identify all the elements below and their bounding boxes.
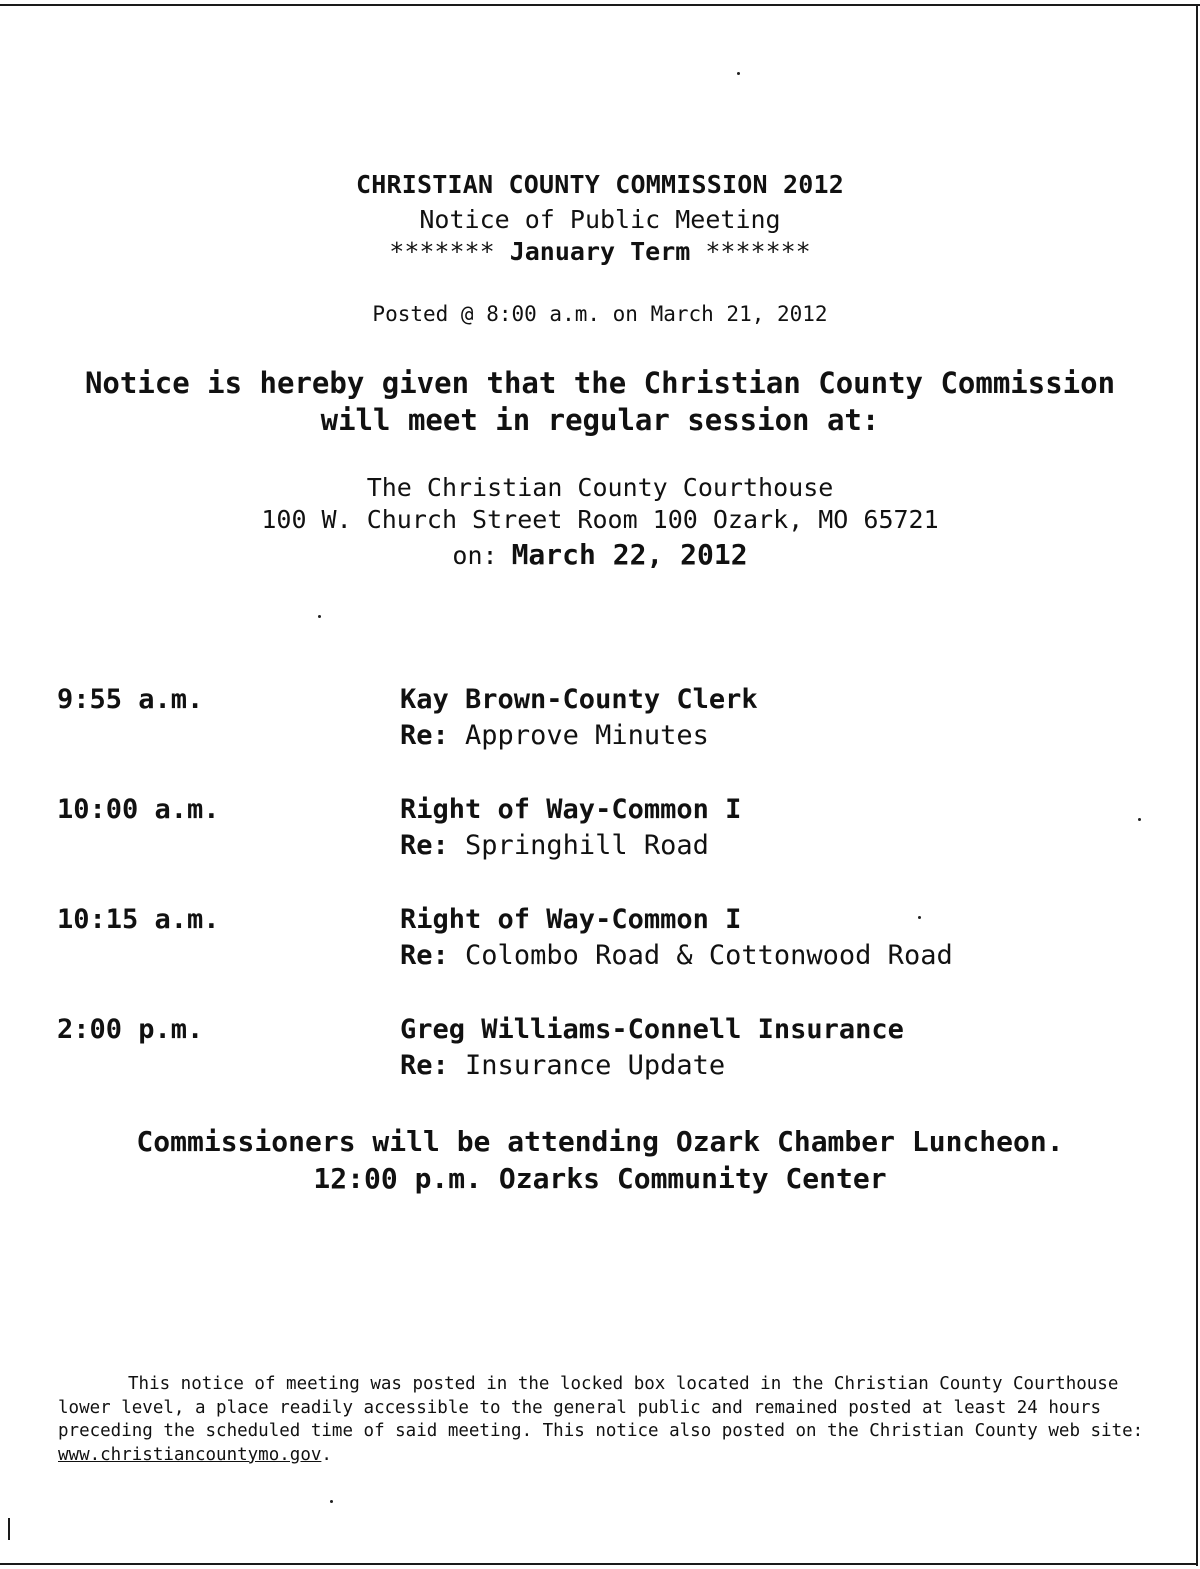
posting-notice-trail: . — [321, 1444, 332, 1465]
agenda-time: 10:15 a.m. — [57, 904, 220, 935]
agenda-topic — [400, 1050, 725, 1081]
on-label: on: — [452, 541, 498, 570]
scan-speck — [330, 1500, 333, 1503]
website-link[interactable]: www.christiancountymo.gov — [58, 1444, 322, 1465]
term-stars-left: ******* — [389, 237, 495, 266]
term-stars-right: ******* — [705, 237, 811, 266]
agenda-presenter: Kay Brown-County Clerk — [400, 684, 758, 715]
attendance-line1: Commissioners will be attending Ozark Chamber Luncheon. — [136, 1125, 1064, 1158]
attendance-line2: 12:00 p.m. Ozarks Community Center — [313, 1162, 887, 1195]
notice-heading-line2: will meet in regular session at: — [320, 403, 880, 437]
agenda-topic — [400, 720, 709, 751]
location-address: 100 W. Church Street Room 100 Ozark, MO 65721 — [261, 505, 939, 534]
document-subtitle: Notice of Public Meeting — [419, 205, 781, 234]
agenda-item — [0, 684, 1200, 764]
scan-speck — [318, 615, 321, 618]
re-label: Re: — [400, 1050, 449, 1081]
agenda-presenter: Right of Way-Common I — [400, 794, 742, 825]
re-label: Re: — [400, 830, 449, 861]
posting-notice-text: This notice of meeting was posted in the locked box located in the Christian County Courthouse lower level, a place readily accessible to the general public and remained posted at least 24 hours preceding the scheduled time of said meeting. This notice also posted on the Christian County web site: — [58, 1374, 1144, 1441]
agenda-time: 9:55 a.m. — [57, 684, 204, 715]
agenda-topic-text: Insurance Update — [465, 1050, 726, 1081]
agenda-topic — [400, 940, 953, 971]
document-title: CHRISTIAN COUNTY COMMISSION 2012 — [355, 170, 845, 199]
scan-mark — [8, 1518, 10, 1540]
agenda-time: 10:00 a.m. — [57, 794, 220, 825]
page-edge-top — [0, 4, 1200, 6]
agenda-time: 2:00 p.m. — [57, 1014, 204, 1045]
posted-timestamp: Posted @ 8:00 a.m. on March 21, 2012 — [372, 302, 828, 326]
meeting-date-line — [0, 538, 1200, 571]
agenda-item — [0, 1014, 1200, 1094]
agenda-topic-text: Approve Minutes — [465, 720, 709, 751]
posting-notice — [58, 1373, 1168, 1467]
re-label: Re: — [400, 720, 449, 751]
term-label: January Term — [509, 237, 691, 266]
meeting-date: March 22, 2012 — [511, 538, 748, 571]
term-line — [0, 237, 1200, 266]
agenda-presenter: Right of Way-Common I — [400, 904, 742, 935]
agenda-topic-text: Colombo Road & Cottonwood Road — [465, 940, 953, 971]
posting-notice-paragraph — [58, 1373, 1168, 1467]
notice-heading-line1: Notice is hereby given that the Christian County Commission — [84, 366, 1116, 400]
page-edge-bottom — [0, 1563, 1198, 1565]
agenda-item — [0, 794, 1200, 874]
location-name: The Christian County Courthouse — [366, 473, 834, 502]
scan-speck — [737, 72, 740, 75]
re-label: Re: — [400, 940, 449, 971]
agenda-topic-text: Springhill Road — [465, 830, 709, 861]
agenda-topic — [400, 830, 709, 861]
agenda-item — [0, 904, 1200, 984]
agenda-presenter: Greg Williams-Connell Insurance — [400, 1014, 904, 1045]
